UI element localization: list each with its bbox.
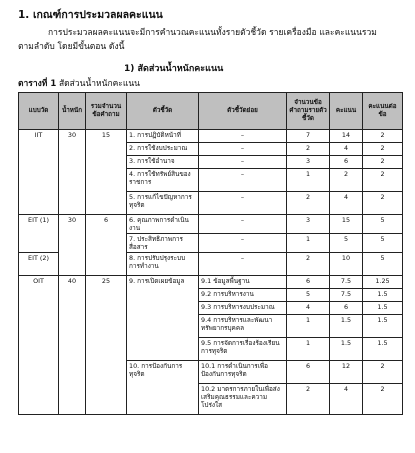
per-item-cell: 2 bbox=[363, 361, 403, 384]
caption-text: สัดส่วนน้ำหนักคะแนน bbox=[56, 79, 140, 89]
subheading: 1) สัดส่วนน้ำหนักคะแนน bbox=[124, 64, 224, 74]
sub-indicator-cell: – bbox=[199, 156, 287, 169]
sub-indicator-cell: 9.1 ข้อมูลพื้นฐาน bbox=[199, 276, 287, 289]
question-count-cell: 1 bbox=[287, 315, 330, 338]
indicator-cell: 9. การเปิดเผยข้อมูล bbox=[127, 276, 199, 361]
per-item-cell: 2 bbox=[363, 130, 403, 143]
sub-indicator-cell: – bbox=[199, 130, 287, 143]
score-cell: 1.5 bbox=[330, 315, 363, 338]
indicator-cell: 8. การปรับปรุงระบบการทำงาน bbox=[127, 253, 199, 276]
question-count-cell: 1 bbox=[287, 234, 330, 253]
indicator-cell: 3. การใช้อำนาจ bbox=[127, 156, 199, 169]
intro-line-1: การประมวลผลคะแนนจะมีการคำนวณคะแนนทั้งรายตัวชี้วัด รายเครื่องมือ และคะแนนรวม bbox=[48, 28, 377, 38]
question-count-cell: 2 bbox=[287, 253, 330, 276]
sub-indicator-cell: 9.2 การบริหารงาน bbox=[199, 289, 287, 302]
table-caption bbox=[18, 76, 140, 90]
indicator-cell: 6. คุณภาพการดำเนินงาน bbox=[127, 215, 199, 234]
per-item-cell: 2 bbox=[363, 384, 403, 415]
indicator-cell: 2. การใช้งบประมาณ bbox=[127, 143, 199, 156]
question-count-cell: 6 bbox=[287, 276, 330, 289]
indicator-cell: 4. การใช้ทรัพย์สินของราชการ bbox=[127, 169, 199, 192]
score-cell: 4 bbox=[330, 143, 363, 156]
per-item-cell: 2 bbox=[363, 169, 403, 192]
question-count-cell: 3 bbox=[287, 215, 330, 234]
per-item-cell: 5 bbox=[363, 215, 403, 234]
per-item-cell: 5 bbox=[363, 253, 403, 276]
table-header-row bbox=[19, 93, 403, 130]
indicator-cell: 7. ประสิทธิภาพการสื่อสาร bbox=[127, 234, 199, 253]
score-cell: 1.5 bbox=[330, 338, 363, 361]
sub-indicator-cell: – bbox=[199, 215, 287, 234]
question-count-cell: 1 bbox=[287, 169, 330, 192]
score-cell: 4 bbox=[330, 384, 363, 415]
group-name: IIT bbox=[19, 130, 59, 215]
score-cell: 15 bbox=[330, 215, 363, 234]
table-row bbox=[19, 276, 403, 289]
question-count-cell: 2 bbox=[287, 192, 330, 215]
per-item-cell: 5 bbox=[363, 234, 403, 253]
group-weight: 30 bbox=[59, 215, 86, 276]
indicator-cell: 5. การแก้ไขปัญหาการทุจริต bbox=[127, 192, 199, 215]
weight-table bbox=[18, 92, 403, 415]
header-sub-indicator: ตัวชี้วัดย่อย bbox=[199, 93, 287, 130]
score-cell: 7.5 bbox=[330, 289, 363, 302]
header-indicator: ตัวชี้วัด bbox=[127, 93, 199, 130]
sub-indicator-cell: 10.2 มาตรการภายในเพื่อส่งเสริมคุณธรรมและความโปร่งใส bbox=[199, 384, 287, 415]
header-measure: แบบวัด bbox=[19, 93, 59, 130]
sub-indicator-cell: – bbox=[199, 192, 287, 215]
caption-prefix: ตารางที่ 1 bbox=[18, 79, 57, 89]
sub-indicator-cell: 9.3 การบริหารงบประมาณ bbox=[199, 302, 287, 315]
header-score: คะแนน bbox=[330, 93, 363, 130]
indicator-cell: 10. การป้องกันการทุจริต bbox=[127, 361, 199, 415]
intro-paragraph bbox=[18, 26, 398, 54]
score-cell: 6 bbox=[330, 302, 363, 315]
group-name: EIT (2) bbox=[19, 253, 59, 276]
score-cell: 10 bbox=[330, 253, 363, 276]
table-row bbox=[19, 130, 403, 143]
sub-indicator-cell: – bbox=[199, 143, 287, 156]
per-item-cell: 1.25 bbox=[363, 276, 403, 289]
per-item-cell: 2 bbox=[363, 192, 403, 215]
sub-indicator-cell: 10.1 การดำเนินการเพื่อป้องกันการทุจริต bbox=[199, 361, 287, 384]
question-count-cell: 6 bbox=[287, 361, 330, 384]
score-cell: 2 bbox=[330, 169, 363, 192]
question-count-cell: 5 bbox=[287, 289, 330, 302]
per-item-cell: 2 bbox=[363, 156, 403, 169]
score-cell: 6 bbox=[330, 156, 363, 169]
score-cell: 7.5 bbox=[330, 276, 363, 289]
question-count-cell: 1 bbox=[287, 338, 330, 361]
score-cell: 14 bbox=[330, 130, 363, 143]
section-heading: 1. เกณฑ์การประมวลผลคะแนน bbox=[18, 9, 163, 21]
table-row bbox=[19, 215, 403, 234]
question-count-cell: 7 bbox=[287, 130, 330, 143]
group-total: 6 bbox=[86, 215, 127, 276]
group-weight: 40 bbox=[59, 276, 86, 415]
header-question-count: จำนวนข้อคำถามรายตัวชี้วัด bbox=[287, 93, 330, 130]
group-total: 25 bbox=[86, 276, 127, 415]
group-name: OIT bbox=[19, 276, 59, 415]
per-item-cell: 1.5 bbox=[363, 338, 403, 361]
per-item-cell: 1.5 bbox=[363, 302, 403, 315]
score-cell: 4 bbox=[330, 192, 363, 215]
intro-line-2: ตามลำดับ โดยมีขั้นตอน ดังนี้ bbox=[18, 42, 125, 52]
sub-indicator-cell: 9.5 การจัดการเรื่องร้องเรียนการทุจริต bbox=[199, 338, 287, 361]
sub-indicator-cell: 9.4 การบริหารและพัฒนาทรัพยากรบุคคล bbox=[199, 315, 287, 338]
score-cell: 12 bbox=[330, 361, 363, 384]
header-score-per-item: คะแนนต่อข้อ bbox=[363, 93, 403, 130]
question-count-cell: 4 bbox=[287, 302, 330, 315]
header-total-questions: รวมจำนวนข้อคำถาม bbox=[86, 93, 127, 130]
group-weight: 30 bbox=[59, 130, 86, 215]
sub-indicator-cell: – bbox=[199, 234, 287, 253]
score-cell: 5 bbox=[330, 234, 363, 253]
question-count-cell: 2 bbox=[287, 143, 330, 156]
question-count-cell: 2 bbox=[287, 384, 330, 415]
sub-indicator-cell: – bbox=[199, 169, 287, 192]
per-item-cell: 1.5 bbox=[363, 315, 403, 338]
question-count-cell: 3 bbox=[287, 156, 330, 169]
per-item-cell: 2 bbox=[363, 143, 403, 156]
group-name: EIT (1) bbox=[19, 215, 59, 253]
indicator-cell: 1. การปฏิบัติหน้าที่ bbox=[127, 130, 199, 143]
group-total: 15 bbox=[86, 130, 127, 215]
per-item-cell: 1.5 bbox=[363, 289, 403, 302]
header-weight: น้ำหนัก bbox=[59, 93, 86, 130]
sub-indicator-cell: – bbox=[199, 253, 287, 276]
